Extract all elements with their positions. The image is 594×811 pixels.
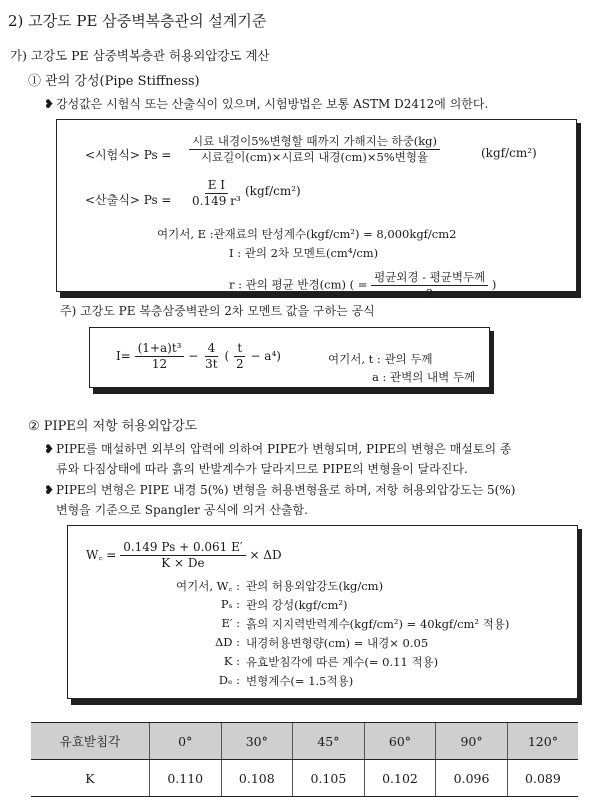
where-radius-text: r : 관의 평균 반경(cm)	[229, 277, 346, 292]
calc-formula-unit: (kgf/cm²)	[245, 184, 301, 198]
calc-formula-label: <산출식> Ps =	[85, 193, 172, 207]
table-cell: 0.089	[507, 760, 578, 797]
subheading: 가) 고강도 PE 삼중벽복층관 허용외압강도 계산	[10, 48, 270, 63]
definition-text: 관의 강성(kgf/cm²)	[246, 598, 348, 612]
wc-denominator: K × De	[161, 556, 205, 570]
definition-text: 관의 허용외압강도(kg/cm)	[246, 579, 384, 593]
wc-tail: × ΔD	[249, 548, 282, 562]
moment-where-thickness: 여기서, t : 관의 두께	[328, 352, 433, 366]
section1-bullet-text: 강성값은 시험식 또는 산출식이 있으며, 시험방법은 보통 ASTM D2412에 의한다.	[56, 97, 489, 111]
section2-title: ② PIPE의 저항 허용외압강도	[28, 419, 198, 434]
moment-where-inner: a : 관벽의 내벽 두께	[372, 370, 476, 384]
moment-den1: 12	[151, 357, 168, 371]
table-header-cell: 45°	[293, 723, 365, 760]
test-formula-numerator: 시료 내경이5%변형할 때까지 가해지는 하중(kg)	[189, 134, 440, 150]
moment-lhs: I=	[116, 349, 131, 363]
calc-formula-denominator: 0.149 r³	[192, 194, 241, 208]
k-factor-table	[31, 722, 578, 797]
section2-bullet1-line2: 류와 다짐상태에 따라 흙의 반발계수가 달라지므로 PIPE의 변형율이 달라진다.	[56, 462, 468, 476]
test-formula-fraction	[189, 134, 440, 165]
bullet-icon: ❥	[44, 97, 55, 111]
table-cell: 0.102	[364, 760, 436, 797]
table-header-cell: 0°	[149, 723, 221, 760]
test-formula-label: <시험식> Ps =	[85, 148, 172, 162]
definition-symbol: Dₑ :	[218, 673, 240, 687]
definition-text: 흙의 지지력반력계수(kgf/cm²) = 40kgf/cm² 적용)	[246, 617, 510, 631]
where-elasticity: 여기서, E :관재료의 탄성계수(kgf/cm²) = 8,000kgf/cm2	[157, 227, 457, 241]
moment-den2: 3t	[205, 357, 218, 371]
table-cell: 0.108	[221, 760, 293, 797]
stiffness-formula-box	[56, 119, 577, 300]
table-header-cell: 120°	[507, 723, 578, 760]
calc-formula-numerator: E I	[205, 178, 228, 194]
bullet-icon: ❥	[44, 442, 55, 456]
definition-text: 유효받침각에 따른 계수(= 0.11 적용)	[246, 655, 439, 669]
section1-bullet	[44, 95, 488, 112]
moment-note: 주) 고강도 PE 복층삼중벽관의 2차 모멘트 값을 구하는 공식	[60, 304, 375, 318]
spangler-formula-box	[67, 525, 578, 699]
table-header-cell: 30°	[221, 723, 293, 760]
section1-title: ① 관의 강성(Pipe Stiffness)	[28, 74, 200, 89]
moment-num2: 4	[205, 341, 219, 357]
section-heading: 2) 고강도 PE 삼중벽복층관의 설계기준	[8, 12, 267, 30]
table-header-cell: 60°	[364, 723, 436, 760]
test-formula-denominator: 시료길이(cm)×시료의 내경(cm)×5%변형율	[200, 150, 429, 164]
test-formula-unit: (kgf/cm²)	[481, 146, 537, 160]
section2-bullet2-line2: 변형을 기준으로 Spangler 공식에 의거 산출함.	[56, 503, 308, 517]
definition-symbol: ΔD :	[214, 635, 240, 649]
table-cell: K	[31, 760, 149, 797]
table-cell: 0.096	[436, 760, 508, 797]
radius-numerator: 평균외경 - 평균벽두께	[371, 270, 488, 286]
wc-lhs: W꜀ =	[86, 548, 117, 562]
definition-symbol: K :	[223, 654, 240, 668]
table-cell: 0.110	[149, 760, 221, 797]
where-radius: r : 관의 평균 반경(cm) ( = $\frac{\text{평균외경 - 평균벽두께}}{2}$ )	[229, 270, 497, 300]
table-header-cell: 유효받침각	[31, 723, 149, 760]
table-row	[31, 760, 578, 797]
bullet-icon: ❥	[44, 483, 55, 497]
moment-tail: − a⁴	[250, 349, 277, 363]
table-header-row	[31, 723, 578, 760]
bullet2-line1-text: PIPE의 변형은 PIPE 내경 5(%) 변형을 허용변형율로 하며, 저항 허용외압강도는 5(%)	[56, 483, 516, 497]
bullet1-line1-text: PIPE를 매설하면 외부의 압력에 의하여 PIPE가 변형되며, PIPE의 변형은 매설토의 종	[56, 442, 512, 456]
moment-num1: (1+a)t³	[135, 341, 185, 357]
where-moment: I : 관의 2차 모멘트(cm⁴/cm)	[229, 246, 379, 260]
moment-formula-box	[89, 327, 490, 388]
definition-symbol: E′ :	[221, 616, 240, 630]
moment-den3: 2	[235, 357, 244, 371]
definition-text: 내경허용변형량(cm) = 내경× 0.05	[246, 636, 429, 650]
spangler-formula	[86, 540, 282, 571]
moment-num3: t	[234, 341, 245, 357]
section2-bullet1-line1	[44, 440, 511, 457]
calc-formula-fraction	[189, 178, 244, 209]
definition-symbol: Pₛ :	[220, 597, 240, 611]
table-cell: 0.105	[293, 760, 365, 797]
definition-symbol: 여기서, W꜀ :	[176, 579, 240, 593]
radius-denominator: 2	[425, 286, 434, 300]
table-header-cell: 90°	[436, 723, 508, 760]
moment-formula: I= $\frac{\text{(1+a)t³}}{12}$ − $\frac{4}{3t}$ ( $\frac{t}{2}$ − a⁴)	[116, 341, 281, 371]
definition-text: 변형계수(= 1.5적용)	[246, 674, 354, 688]
wc-numerator: 0.149 Ps + 0.061 E′	[120, 540, 245, 556]
section2-bullet2-line1	[44, 481, 515, 498]
